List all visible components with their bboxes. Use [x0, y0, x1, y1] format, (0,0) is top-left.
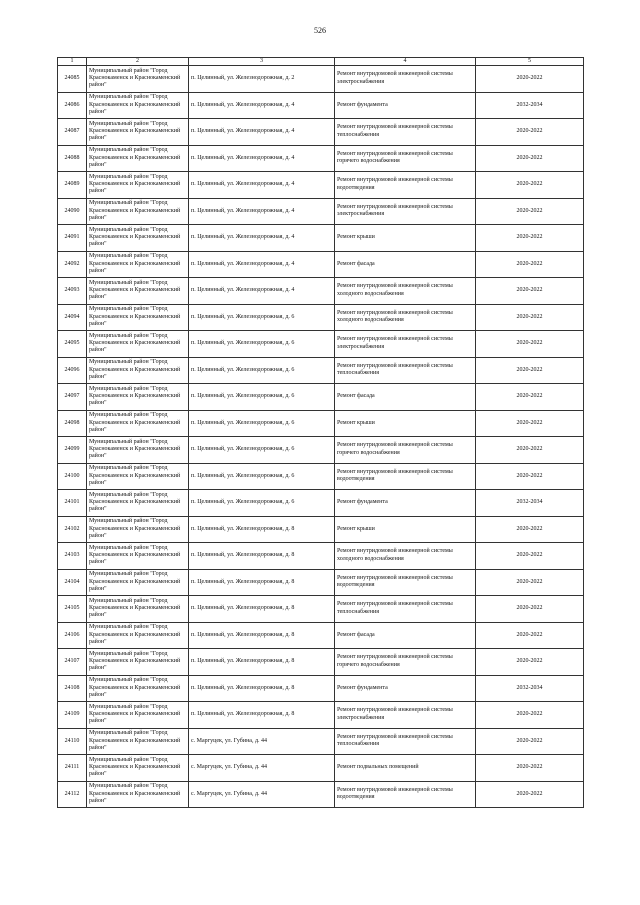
row-period: 2020-2022: [476, 596, 584, 623]
row-district: Муниципальный район "Город Краснокаменск и Краснокаменский район": [87, 728, 189, 755]
row-period: 2020-2022: [476, 781, 584, 808]
row-district: Муниципальный район "Город Краснокаменск и Краснокаменский район": [87, 675, 189, 702]
table-row: [58, 596, 584, 623]
row-number: 24110: [58, 728, 87, 755]
row-period: 2020-2022: [476, 622, 584, 649]
row-district: Муниципальный район "Город Краснокаменск и Краснокаменский район": [87, 622, 189, 649]
table-row: [58, 357, 584, 384]
table-row: [58, 172, 584, 199]
row-period: 2020-2022: [476, 357, 584, 384]
row-work-type: Ремонт внутридомовой инженерной системы горячего водоснабжения: [335, 145, 476, 172]
row-number: 24090: [58, 198, 87, 225]
row-address: п. Целинный, ул. Железнодорожная, д. 8: [189, 675, 335, 702]
table-row: [58, 437, 584, 464]
row-work-type: Ремонт внутридомовой инженерной системы электроснабжения: [335, 702, 476, 729]
table-row: [58, 119, 584, 146]
row-work-type: Ремонт внутридомовой инженерной системы теплоснабжения: [335, 728, 476, 755]
row-address: п. Целинный, ул. Железнодорожная, д. 4: [189, 92, 335, 119]
row-number: 24100: [58, 463, 87, 490]
register-table: [57, 57, 584, 808]
table-row: [58, 728, 584, 755]
row-number: 24108: [58, 675, 87, 702]
row-district: Муниципальный район "Город Краснокаменск и Краснокаменский район": [87, 92, 189, 119]
table-row: [58, 251, 584, 278]
row-number: 24103: [58, 543, 87, 570]
row-address: п. Целинный, ул. Железнодорожная, д. 4: [189, 278, 335, 305]
row-address: п. Целинный, ул. Железнодорожная, д. 8: [189, 702, 335, 729]
row-work-type: Ремонт фундамента: [335, 490, 476, 517]
row-district: Муниципальный район "Город Краснокаменск и Краснокаменский район": [87, 410, 189, 437]
row-district: Муниципальный район "Город Краснокаменск и Краснокаменский район": [87, 66, 189, 93]
row-address: п. Целинный, ул. Железнодорожная, д. 6: [189, 410, 335, 437]
row-number: 24094: [58, 304, 87, 331]
row-work-type: Ремонт внутридомовой инженерной системы электроснабжения: [335, 198, 476, 225]
row-address: п. Целинный, ул. Железнодорожная, д. 6: [189, 463, 335, 490]
row-period: 2020-2022: [476, 702, 584, 729]
row-work-type: Ремонт внутридомовой инженерной системы водоотведения: [335, 463, 476, 490]
row-period: 2020-2022: [476, 569, 584, 596]
header-col-5: 5: [476, 58, 584, 66]
row-work-type: Ремонт внутридомовой инженерной системы электроснабжения: [335, 331, 476, 358]
row-number: 24097: [58, 384, 87, 411]
table-row: [58, 198, 584, 225]
row-work-type: Ремонт внутридомовой инженерной системы теплоснабжения: [335, 596, 476, 623]
row-address: с. Маргуцек, ул. Губина, д. 44: [189, 755, 335, 782]
header-col-3: 3: [189, 58, 335, 66]
row-district: Муниципальный район "Город Краснокаменск и Краснокаменский район": [87, 649, 189, 676]
row-number: 24095: [58, 331, 87, 358]
table-row: [58, 278, 584, 305]
row-district: Муниципальный район "Город Краснокаменск и Краснокаменский район": [87, 384, 189, 411]
row-address: п. Целинный, ул. Железнодорожная, д. 8: [189, 596, 335, 623]
row-number: 24093: [58, 278, 87, 305]
row-period: 2020-2022: [476, 304, 584, 331]
row-number: 24104: [58, 569, 87, 596]
row-district: Муниципальный район "Город Краснокаменск и Краснокаменский район": [87, 463, 189, 490]
row-address: п. Целинный, ул. Железнодорожная, д. 4: [189, 198, 335, 225]
row-period: 2020-2022: [476, 649, 584, 676]
table-row: [58, 755, 584, 782]
row-number: 24106: [58, 622, 87, 649]
row-number: 24092: [58, 251, 87, 278]
row-work-type: Ремонт внутридомовой инженерной системы горячего водоснабжения: [335, 437, 476, 464]
row-address: п. Целинный, ул. Железнодорожная, д. 6: [189, 437, 335, 464]
row-district: Муниципальный район "Город Краснокаменск и Краснокаменский район": [87, 198, 189, 225]
header-col-4: 4: [335, 58, 476, 66]
row-address: п. Целинный, ул. Железнодорожная, д. 8: [189, 622, 335, 649]
row-district: Муниципальный район "Город Краснокаменск и Краснокаменский район": [87, 304, 189, 331]
row-period: 2020-2022: [476, 384, 584, 411]
row-address: п. Целинный, ул. Железнодорожная, д. 8: [189, 516, 335, 543]
row-period: 2020-2022: [476, 278, 584, 305]
table-row: [58, 569, 584, 596]
table-row: [58, 92, 584, 119]
row-district: Муниципальный район "Город Краснокаменск и Краснокаменский район": [87, 490, 189, 517]
row-number: 24088: [58, 145, 87, 172]
row-number: 24099: [58, 437, 87, 464]
row-district: Муниципальный район "Город Краснокаменск и Краснокаменский район": [87, 172, 189, 199]
row-district: Муниципальный район "Город Краснокаменск и Краснокаменский район": [87, 516, 189, 543]
table-row: [58, 516, 584, 543]
row-work-type: Ремонт крыши: [335, 410, 476, 437]
row-district: Муниципальный район "Город Краснокаменск и Краснокаменский район": [87, 755, 189, 782]
row-period: 2020-2022: [476, 225, 584, 252]
table-row: [58, 225, 584, 252]
row-work-type: Ремонт внутридомовой инженерной системы холодного водоснабжения: [335, 278, 476, 305]
table-row: [58, 66, 584, 93]
table-row: [58, 331, 584, 358]
row-period: 2020-2022: [476, 755, 584, 782]
header-col-1: 1: [58, 58, 87, 66]
row-period: 2020-2022: [476, 543, 584, 570]
row-period: 2020-2022: [476, 66, 584, 93]
row-number: 24101: [58, 490, 87, 517]
row-number: 24096: [58, 357, 87, 384]
row-address: п. Целинный, ул. Железнодорожная, д. 8: [189, 543, 335, 570]
row-address: п. Целинный, ул. Железнодорожная, д. 4: [189, 119, 335, 146]
header-col-2: 2: [87, 58, 189, 66]
row-address: п. Целинный, ул. Железнодорожная, д. 6: [189, 384, 335, 411]
row-work-type: Ремонт подвальных помещений: [335, 755, 476, 782]
row-period: 2020-2022: [476, 437, 584, 464]
row-address: п. Целинный, ул. Железнодорожная, д. 4: [189, 172, 335, 199]
row-district: Муниципальный район "Город Краснокаменск и Краснокаменский район": [87, 543, 189, 570]
row-work-type: Ремонт внутридомовой инженерной системы водоотведения: [335, 172, 476, 199]
row-period: 2020-2022: [476, 331, 584, 358]
row-period: 2020-2022: [476, 198, 584, 225]
row-district: Муниципальный район "Город Краснокаменск и Краснокаменский район": [87, 596, 189, 623]
row-work-type: Ремонт внутридомовой инженерной системы холодного водоснабжения: [335, 543, 476, 570]
row-district: Муниципальный район "Город Краснокаменск и Краснокаменский район": [87, 225, 189, 252]
row-number: 24087: [58, 119, 87, 146]
row-number: 24105: [58, 596, 87, 623]
row-number: 24086: [58, 92, 87, 119]
row-period: 2020-2022: [476, 251, 584, 278]
row-period: 2020-2022: [476, 516, 584, 543]
row-work-type: Ремонт фасада: [335, 384, 476, 411]
table-row: [58, 781, 584, 808]
row-work-type: Ремонт внутридомовой инженерной системы водоотведения: [335, 569, 476, 596]
row-address: п. Целинный, ул. Железнодорожная, д. 4: [189, 145, 335, 172]
table-row: [58, 463, 584, 490]
row-work-type: Ремонт внутридомовой инженерной системы теплоснабжения: [335, 119, 476, 146]
table-row: [58, 304, 584, 331]
row-number: 24107: [58, 649, 87, 676]
row-district: Муниципальный район "Город Краснокаменск и Краснокаменский район": [87, 145, 189, 172]
row-work-type: Ремонт фасада: [335, 251, 476, 278]
table-row: [58, 702, 584, 729]
row-address: п. Целинный, ул. Железнодорожная, д. 8: [189, 649, 335, 676]
row-work-type: Ремонт внутридомовой инженерной системы горячего водоснабжения: [335, 649, 476, 676]
table-row: [58, 384, 584, 411]
row-work-type: Ремонт фундамента: [335, 675, 476, 702]
table-row: [58, 490, 584, 517]
row-work-type: Ремонт внутридомовой инженерной системы теплоснабжения: [335, 357, 476, 384]
row-address: п. Целинный, ул. Железнодорожная, д. 6: [189, 331, 335, 358]
row-address: п. Целинный, ул. Железнодорожная, д. 6: [189, 490, 335, 517]
table-row: [58, 543, 584, 570]
row-work-type: Ремонт крыши: [335, 225, 476, 252]
row-number: 24102: [58, 516, 87, 543]
row-district: Муниципальный район "Город Краснокаменск и Краснокаменский район": [87, 781, 189, 808]
table-row: [58, 622, 584, 649]
row-work-type: Ремонт фасада: [335, 622, 476, 649]
page-number: 526: [314, 26, 326, 35]
row-address: с. Маргуцек, ул. Губина, д. 44: [189, 781, 335, 808]
row-period: 2020-2022: [476, 728, 584, 755]
row-number: 24109: [58, 702, 87, 729]
row-work-type: Ремонт внутридомовой инженерной системы электроснабжения: [335, 66, 476, 93]
table-row: [58, 649, 584, 676]
row-number: 24098: [58, 410, 87, 437]
row-number: 24112: [58, 781, 87, 808]
row-period: 2032-2034: [476, 490, 584, 517]
row-number: 24111: [58, 755, 87, 782]
row-number: 24085: [58, 66, 87, 93]
row-period: 2020-2022: [476, 145, 584, 172]
row-address: п. Целинный, ул. Железнодорожная, д. 4: [189, 225, 335, 252]
row-period: 2020-2022: [476, 463, 584, 490]
row-period: 2032-2034: [476, 675, 584, 702]
row-district: Муниципальный район "Город Краснокаменск и Краснокаменский район": [87, 278, 189, 305]
row-address: п. Целинный, ул. Железнодорожная, д. 6: [189, 357, 335, 384]
table-row: [58, 410, 584, 437]
row-district: Муниципальный район "Город Краснокаменск и Краснокаменский район": [87, 569, 189, 596]
row-district: Муниципальный район "Город Краснокаменск и Краснокаменский район": [87, 357, 189, 384]
row-district: Муниципальный район "Город Краснокаменск и Краснокаменский район": [87, 702, 189, 729]
table-row: [58, 145, 584, 172]
row-district: Муниципальный район "Город Краснокаменск и Краснокаменский район": [87, 331, 189, 358]
row-period: 2032-2034: [476, 92, 584, 119]
row-work-type: Ремонт внутридомовой инженерной системы холодного водоснабжения: [335, 304, 476, 331]
row-period: 2020-2022: [476, 119, 584, 146]
row-district: Муниципальный район "Город Краснокаменск и Краснокаменский район": [87, 251, 189, 278]
row-number: 24091: [58, 225, 87, 252]
row-address: п. Целинный, ул. Железнодорожная, д. 6: [189, 304, 335, 331]
row-work-type: Ремонт крыши: [335, 516, 476, 543]
table-row: [58, 675, 584, 702]
table-header-row: [58, 58, 584, 66]
row-district: Муниципальный район "Город Краснокаменск и Краснокаменский район": [87, 437, 189, 464]
row-district: Муниципальный район "Город Краснокаменск и Краснокаменский район": [87, 119, 189, 146]
row-address: п. Целинный, ул. Железнодорожная, д. 4: [189, 251, 335, 278]
row-address: п. Целинный, ул. Железнодорожная, д. 2: [189, 66, 335, 93]
row-work-type: Ремонт фундамента: [335, 92, 476, 119]
row-work-type: Ремонт внутридомовой инженерной системы водоотведения: [335, 781, 476, 808]
row-period: 2020-2022: [476, 410, 584, 437]
row-address: с. Маргуцек, ул. Губина, д. 44: [189, 728, 335, 755]
row-number: 24089: [58, 172, 87, 199]
row-address: п. Целинный, ул. Железнодорожная, д. 8: [189, 569, 335, 596]
row-period: 2020-2022: [476, 172, 584, 199]
